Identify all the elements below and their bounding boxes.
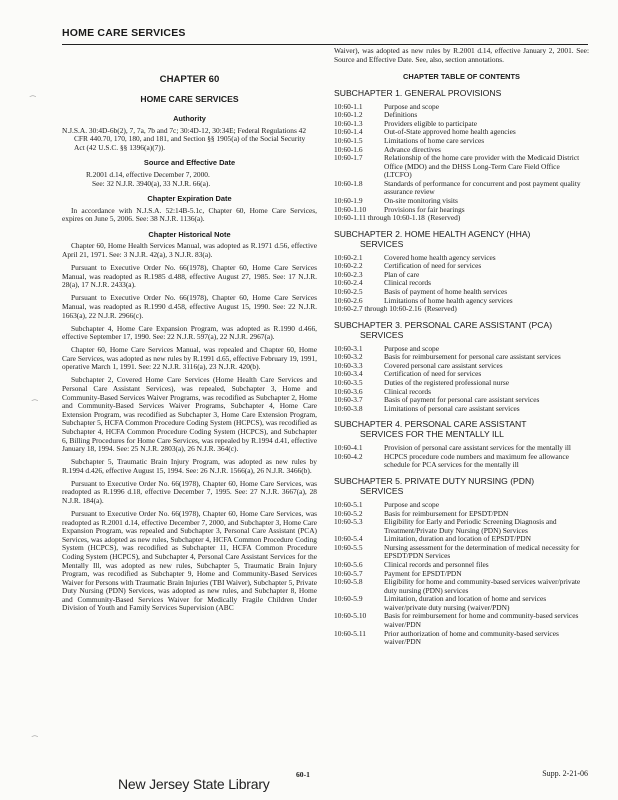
section-title: HCPCS procedure code numbers and maximum fee allowance schedule for PCA services for the mentally ill <box>384 451 569 470</box>
section-title: Clinical records <box>384 278 431 288</box>
table-of-contents <box>334 89 589 647</box>
source-line: See: 32 N.J.R. 3940(a), 33 N.J.R. 66(a). <box>92 178 211 188</box>
toc-entry <box>334 453 589 470</box>
section-title: Basis for reimbursement for home and community-based services waiver/PDN <box>384 611 579 630</box>
chapter-name: HOME CARE SERVICES <box>140 94 239 105</box>
source-heading: Source and Effective Date <box>143 158 236 168</box>
section-number: 10:60-3.2 <box>334 352 363 362</box>
section-title: Covered home health agency services <box>384 252 496 262</box>
section-number: 10:60-4.2 <box>334 451 363 461</box>
section-title: Limitations of home care services <box>384 136 485 146</box>
section-number: 10:60-2.4 <box>334 278 363 288</box>
section-title: Limitation, duration and location of EPSDT/PDN <box>384 534 531 544</box>
subchapter-title <box>334 321 589 341</box>
section-number: 10:60-5.8 <box>334 577 363 587</box>
history-paragraph: Pursuant to Executive Order No. 66(1978), Chapter 60, Home Care Services Manual, was readopted as R.1990 d.458, effective August 15, 1990. See: 22 N.J.R. 1663(a), 22 N.J.R. 2966(c). <box>62 293 317 320</box>
section-number: 10:60-2.6 <box>334 295 363 305</box>
section-number: 10:60-2.2 <box>334 261 363 271</box>
section-title: Plan of care <box>384 269 420 279</box>
section-number: 10:60-5.5 <box>334 542 363 552</box>
toc-entry <box>334 137 589 146</box>
section-title: Limitations of home health agency services <box>384 295 513 305</box>
toc-entry <box>334 379 589 388</box>
toc-entry <box>334 271 589 280</box>
section-title: Basis for reimbursement for personal care assistant services <box>384 352 561 362</box>
section-number: 10:60-3.5 <box>334 378 363 388</box>
section-number: 10:60-3.1 <box>334 343 363 353</box>
section-title: Limitations of personal care assistant services <box>384 403 520 413</box>
subchapter-title <box>334 420 589 440</box>
toc-entry <box>334 262 589 271</box>
section-number: 10:60-2.3 <box>334 269 363 279</box>
section-title: Purpose and scope <box>384 101 440 111</box>
subchapter-title-continued: SERVICES <box>360 329 404 340</box>
section-title: Standards of performance for concurrent and post payment quality assurance review <box>384 178 581 197</box>
section-number: 10:60-2.7 through 10:60-2.16 <box>334 304 422 314</box>
section-title: Provisions for fair hearings <box>384 204 465 214</box>
library-stamp: New Jersey State Library <box>118 776 270 792</box>
section-number: 10:60-3.6 <box>334 386 363 396</box>
section-number: 10:60-5.11 <box>334 628 366 638</box>
section-number: 10:60-5.4 <box>334 534 363 544</box>
section-title: Purpose and scope <box>384 499 440 509</box>
header-rule <box>62 44 588 45</box>
section-title: Advance directives <box>384 144 441 154</box>
subchapter-title-continued: SERVICES <box>360 485 404 496</box>
subchapter-title-line: SUBCHAPTER 4. PERSONAL CARE ASSISTANT <box>334 419 527 430</box>
section-title: Basis of payment for personal care assistant services <box>384 395 540 405</box>
history-paragraph: Pursuant to Executive Order No. 66(1978), Chapter 60, Home Care Services, was readopted as R.2001 d.14, effective December 7, 2000, and Subchapter 3, Home Care Expansion Program, was repealed and Subchapter 3, Personal Care Assistant (PCA) Services, was adopted as new rules, Subchapter 4, HCFA Common Procedure Coding System (HCPCS), was recodified as Subchapter 11, HCFA Common Procedure Coding System (HCPCS), and Subchapter 4, Personal Care Assistant Services for the Mentally Ill, was adopted as new rules, Subchapter 5, Traumatic Brain Injury Program, was recodified as Subchapter 9, Home and Community-Based Services Waiver for Persons with Traumatic Brain Injuries (TBI Waiver), Subchapter 5, Private Duty Nursing (PDN) Services, was adopted as new rules, and Subchapter 8, Home and Community-Based Services Waiver for Medically Fragile Children Under Division of Youth and Family Services Supervision (ABC <box>62 509 317 613</box>
subchapter-title <box>334 477 589 497</box>
subchapter-title-line: SUBCHAPTER 1. GENERAL PROVISIONS <box>334 87 502 98</box>
section-number: 10:60-3.3 <box>334 360 363 370</box>
section-number: 10:60-5.2 <box>334 508 363 518</box>
section-title: Eligibility for Early and Periodic Screening Diagnosis and Treatment/Private Duty Nursing (PDN) Services <box>384 517 557 535</box>
toc-entry <box>334 154 589 180</box>
section-title: Certification of need for services <box>384 369 482 379</box>
section-number: 10:60-1.1 <box>334 101 363 111</box>
section-title: Out-of-State approved home health agencies <box>384 127 516 137</box>
subchapter-title-line: SUBCHAPTER 5. PRIVATE DUTY NURSING (PDN) <box>334 476 535 487</box>
subchapter-title-continued: SERVICES FOR THE MENTALLY ILL <box>360 429 504 440</box>
section-title: Clinical records and personnel files <box>384 560 489 569</box>
history-paragraph: Pursuant to Executive Order No. 66(1978), Chapter 60, Home Care Services, was readopted as R.1996 d.18, effective December 7, 1995. See: 27 N.J.R. 3667(a), 28 N.J.R. 184(a). <box>62 478 317 505</box>
subchapter-title <box>334 89 589 99</box>
history-paragraph: Pursuant to Executive Order No. 66(1978), Chapter 60, Home Care Services Manual, was readopted as R.1985 d.488, effective August 27, 1985. See: 17 N.J.R. 28(a), 17 N.J.R. 2433(a). <box>62 263 317 290</box>
section-number: 10:60-1.3 <box>334 118 363 128</box>
expiration-text: In accordance with N.J.S.A. 52:14B-5.1c, Chapter 60, Home Care Services, expires on June 5, 2006. See: 38 N.J.R. 1136(a). <box>62 205 317 224</box>
history-continuation: Waiver), was adopted as new rules by R.2001 d.14, effective January 2, 2001. See: Source and Effective Date. See, also, section annotations. <box>334 46 589 64</box>
section-title: Nursing assessment for the determination of medical necessity for EPSDT/PDN Services <box>384 542 580 561</box>
toc-entry <box>334 630 589 647</box>
source-line: R.2001 d.14, effective December 7, 2000. <box>86 169 210 179</box>
toc-entry <box>334 103 589 112</box>
chapter-title: CHAPTER 60 <box>159 74 220 85</box>
subchapter-title-line: SUBCHAPTER 3. PERSONAL CARE ASSISTANT (PCA) <box>334 319 553 330</box>
section-title: Eligibility for home and community-based services waiver/private duty nursing (PDN) services <box>384 577 581 595</box>
section-number: 10:60-1.9 <box>334 196 363 206</box>
section-number: 10:60-5.9 <box>334 594 363 604</box>
history-paragraph: Subchapter 2, Covered Home Care Services (Home Health Care Services and Personal Care Assistant Services), was repealed, Subchapter 3, Home and Community-Based Services Waiver Programs, was recodified as Subchapter 2, Home and Community-Based Services Waiver Programs, Subchapter 4, Home Care Extension Program, was recodified as Subchapter 3, Home Care Extension Program, Subchapter 5, HCFA Common Procedure Coding System (HCPCS), was recodified as Subchapter 4, HCFA Common Procedure Coding System (HCPCS), and Subchapter 6, Billing Procedures for Home Care Services, was repealed by R.1994 d.41, effective January 18, 1994. See: 25 N.J.R. 2803(a), 26 N.J.R. 364(c). <box>62 375 317 454</box>
history-notes <box>62 242 317 613</box>
section-title: (Reserved) <box>424 304 457 314</box>
section-number: 10:60-1.4 <box>334 127 363 137</box>
section-number: 10:60-3.7 <box>334 395 363 405</box>
section-title: Duties of the registered professional nurse <box>384 378 509 388</box>
section-title: Basis for reimbursement for EPSDT/PDN <box>384 508 509 518</box>
section-title: Payment for EPSDT/PDN <box>384 568 462 578</box>
section-number: 10:60-1.10 <box>334 204 367 214</box>
section-title: On-site monitoring visits <box>384 196 458 206</box>
subchapter-title <box>334 230 589 250</box>
section-number: 10:60-1.5 <box>334 136 363 146</box>
right-column <box>334 46 589 647</box>
section-number: 10:60-3.4 <box>334 369 363 379</box>
section-number: 10:60-2.1 <box>334 252 363 262</box>
margin-mark: ⁀ <box>30 96 36 104</box>
toc-entry <box>334 518 589 535</box>
section-number: 10:60-1.2 <box>334 110 363 120</box>
toc-entry <box>334 612 589 629</box>
authority-heading: Authority <box>173 114 206 124</box>
margin-mark: ⁀ <box>32 400 38 408</box>
section-title: Clinical records <box>384 386 431 396</box>
toc-entry <box>334 595 589 612</box>
history-paragraph: Subchapter 4, Home Care Expansion Program, was adopted as R.1990 d.466, effective September 17, 1990. See: 22 N.J.R. 597(a), 22 N.J.R. 2967(a). <box>62 323 317 342</box>
history-heading: Chapter Historical Note <box>148 229 231 239</box>
section-title: Prior authorization of home and community-based services waiver/PDN <box>384 628 559 647</box>
section-title: Providers eligible to participate <box>384 118 477 128</box>
history-paragraph: Subchapter 5, Traumatic Brain Injury Program, was adopted as new rules by R.1994 d.426, effective August 15, 1994. See: 26 N.J.R. 1566(a), 26 N.J.R. 3466(b). <box>62 457 317 475</box>
running-head: HOME CARE SERVICES <box>62 27 186 39</box>
supplement-date: Supp. 2-21-06 <box>542 769 588 778</box>
subchapter-title-line: SUBCHAPTER 2. HOME HEALTH AGENCY (HHA) <box>334 228 531 239</box>
section-title: Purpose and scope <box>384 343 440 353</box>
toc-entry <box>334 578 589 595</box>
page-number: 60-1 <box>296 770 310 779</box>
section-title: Certification of need for services <box>384 261 482 271</box>
section-title: Definitions <box>384 110 418 120</box>
section-title: Basis of payment of home health services <box>384 287 508 297</box>
section-number: 10:60-5.10 <box>334 611 367 621</box>
section-number: 10:60-5.6 <box>334 560 363 569</box>
toc-entry <box>334 214 589 223</box>
history-paragraph: Chapter 60, Home Health Services Manual, was adopted as R.1971 d.56, effective April 21, 1971. See: 3 N.J.R. 42(a), 3 N.J.R. 83(a). <box>62 241 317 260</box>
toc-entry <box>334 180 589 197</box>
expiration-heading: Chapter Expiration Date <box>147 194 232 204</box>
section-title: Relationship of the home care provider with the Medicaid District Office (MDO) and the DHSS Long-Term Care Field Office (LTCFO) <box>384 153 580 180</box>
section-number: 10:60-2.5 <box>334 287 363 297</box>
section-number: 10:60-5.3 <box>334 517 363 527</box>
section-number: 10:60-5.1 <box>334 499 363 509</box>
section-number: 10:60-1.6 <box>334 144 363 154</box>
subchapter-title-continued: SERVICES <box>360 238 404 249</box>
history-paragraph: Chapter 60, Home Care Services Manual, was repealed and Chapter 60, Home Care Services, was adopted as new rules by R.1991 d.65, effective February 19, 1991, operative March 1, 1991. See: 22 N.J.R. 3116(a), 23 N.J.R. 420(b). <box>62 345 317 372</box>
section-title: Covered personal care assistant services <box>384 360 503 370</box>
section-number: 10:60-1.11 through 10:60-1.18 <box>334 213 425 223</box>
section-number: 10:60-1.7 <box>334 153 363 163</box>
toc-entry <box>334 405 589 414</box>
section-title: (Reserved) <box>427 213 461 223</box>
toc-entry <box>334 305 589 314</box>
toc-entry <box>334 544 589 561</box>
toc-heading: CHAPTER TABLE OF CONTENTS <box>403 72 520 82</box>
section-number: 10:60-1.8 <box>334 178 363 188</box>
left-column <box>62 52 317 618</box>
section-number: 10:60-3.8 <box>334 403 363 413</box>
margin-mark: ⁀ <box>32 736 38 744</box>
section-title: Provision of personal care assistant services for the mentally ill <box>384 443 571 453</box>
section-number: 10:60-4.1 <box>334 443 363 453</box>
section-number: 10:60-5.7 <box>334 568 363 578</box>
authority-text: N.J.S.A. 30:4D-6b(2), 7, 7a, 7b and 7c; 30:4D-12, 30:34E; Federal Regulations 42 CFR 440.70, 170, 180, and 181, and Section §§ 1905(a) of the Social Security Act (42 U.S.C. §§ 1396(a)(7)). <box>62 125 307 152</box>
section-title: Limitation, duration and location of home and services waiver/private duty nursing (waiver/PDN) <box>384 594 547 612</box>
